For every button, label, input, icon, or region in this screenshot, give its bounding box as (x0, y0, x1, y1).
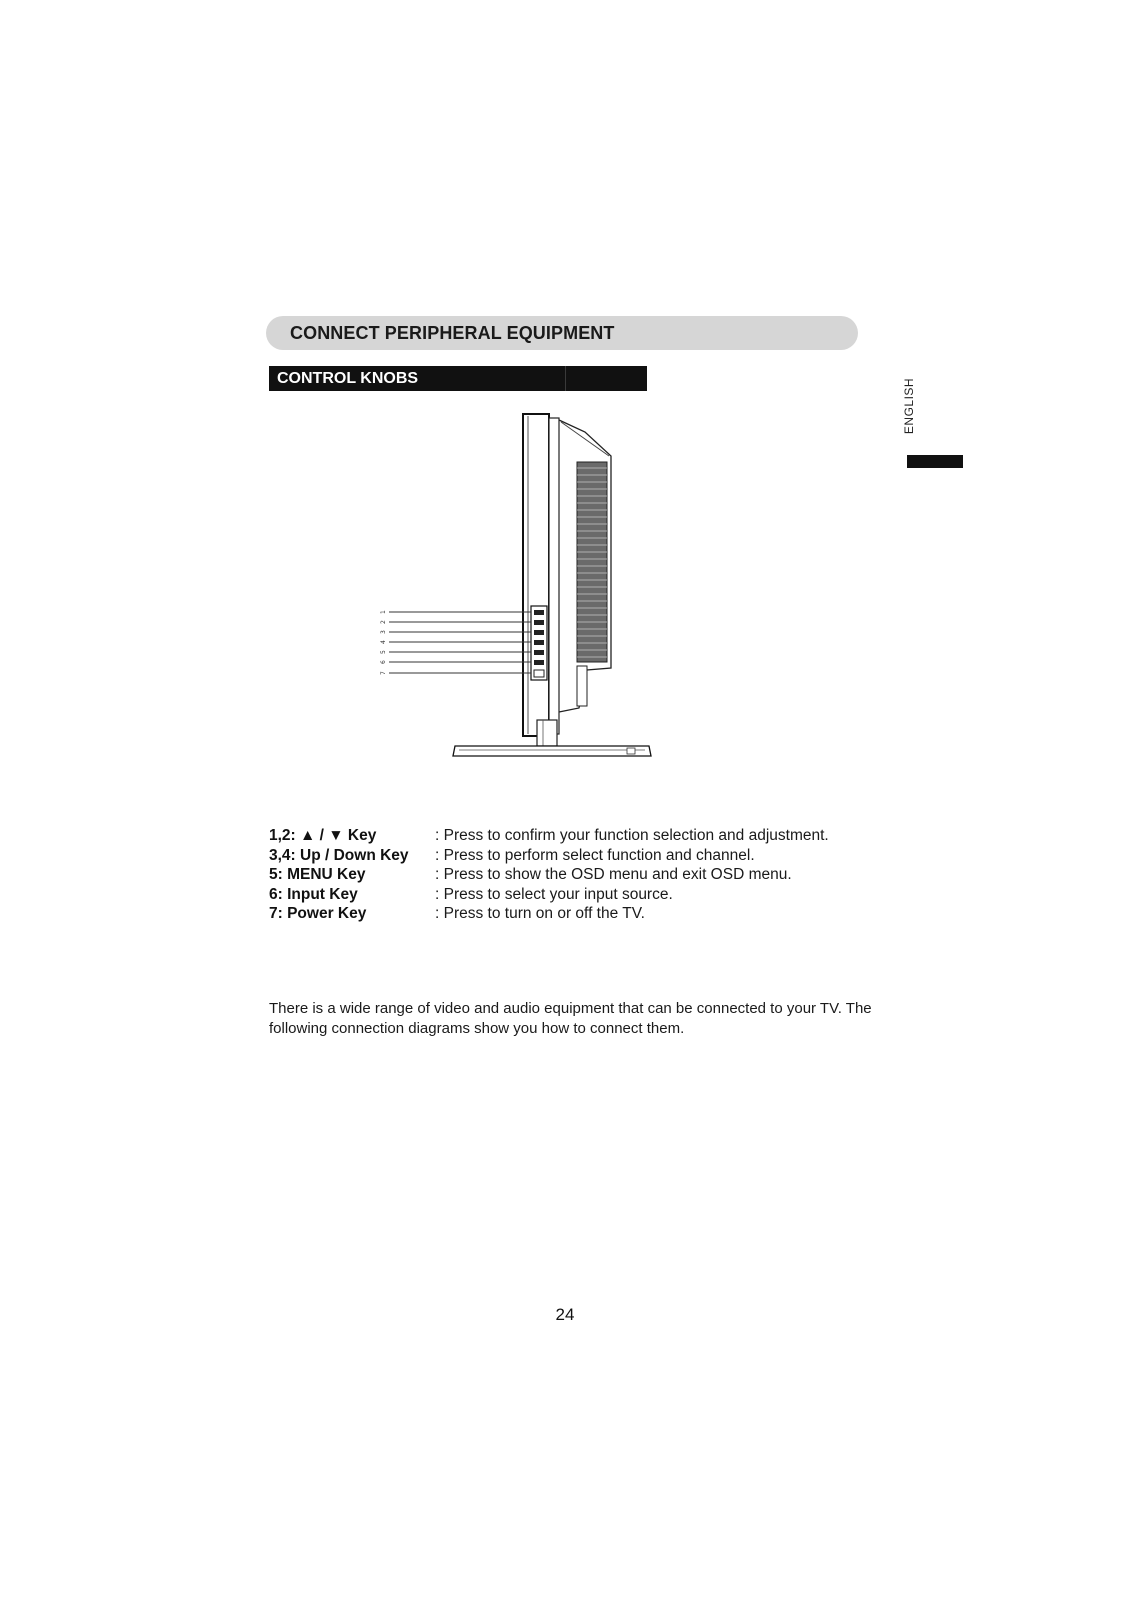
language-label: ENGLISH (902, 377, 916, 435)
subsection-title: CONTROL KNOBS (277, 369, 419, 387)
key-row (269, 826, 869, 846)
key-label: 3,4: Up / Down Key (269, 846, 409, 864)
key-row (269, 904, 869, 924)
callout-4: 4 (380, 640, 387, 644)
page-number: 24 (555, 1305, 575, 1324)
key-description: : Press to confirm your function selection and adjustment. (435, 827, 829, 844)
key-label: 6: Input Key (269, 885, 358, 903)
key-label: 1,2: ▲ / ▼ Key (269, 827, 377, 844)
key-description: : Press to turn on or off the TV. (435, 905, 645, 922)
callout-1: 1 (380, 610, 387, 614)
header-divider (565, 366, 566, 391)
tv-side-view-illustration (365, 408, 665, 772)
tv-side-view-diagram (365, 408, 665, 772)
key-label: 5: MENU Key (269, 866, 366, 883)
key-row (269, 885, 869, 905)
key-row (269, 865, 869, 885)
intro-paragraph: There is a wide range of video and audio equipment that can be connected to your TV. The following connection diagrams show you how to connect them. (269, 1000, 872, 1037)
callout-6: 6 (380, 660, 387, 664)
key-description-list (269, 826, 869, 924)
language-tab (894, 369, 924, 443)
key-description: : Press to perform select function and channel. (435, 846, 755, 864)
key-description: : Press to show the OSD menu and exit OSD menu. (435, 866, 792, 883)
key-label: 7: Power Key (269, 905, 367, 922)
key-row (269, 846, 869, 866)
subsection-header-bar (269, 366, 647, 391)
callout-3: 3 (380, 630, 387, 634)
callout-2: 2 (380, 620, 387, 624)
callout-7: 7 (380, 671, 387, 675)
section-title: CONNECT PERIPHERAL EQUIPMENT (290, 322, 615, 343)
callout-5: 5 (380, 650, 387, 654)
key-description: : Press to select your input source. (435, 885, 673, 903)
section-header-bar (266, 316, 858, 350)
language-marker (907, 455, 963, 468)
